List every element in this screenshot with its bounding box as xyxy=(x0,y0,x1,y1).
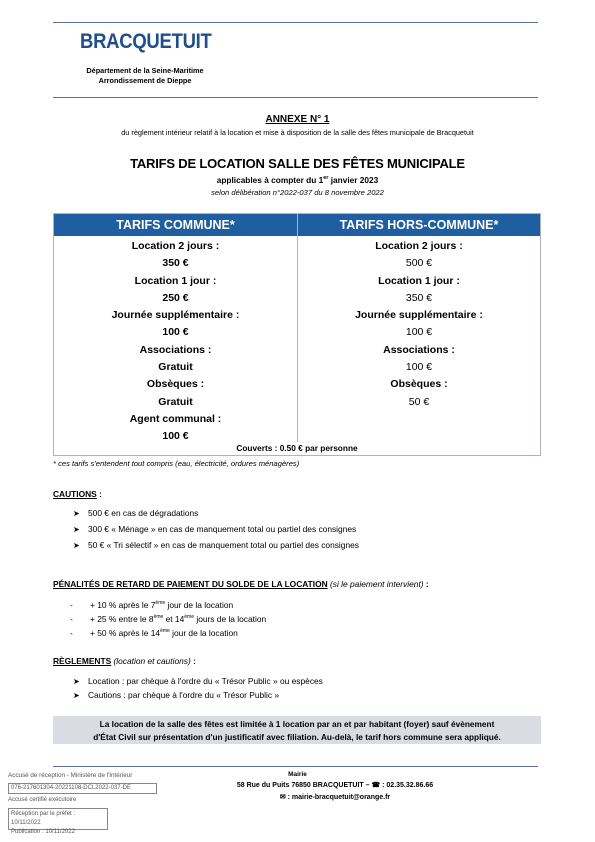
deliberation-ref: selon délibération n°2022-037 du 8 novembre 2022 xyxy=(211,188,384,197)
stamp-publication: Publication : 10/11/2022 xyxy=(11,829,75,835)
reglement-item: ➤ Location : par chèque à l'ordre du « Trésor Public » ou espèces xyxy=(73,676,323,686)
footer-rule xyxy=(53,766,538,767)
commune-header: TARIFS COMMUNE* xyxy=(54,214,297,236)
commune-line: Gratuit xyxy=(158,361,193,374)
reglements-heading: RÈGLEMENTS (location et cautions) : xyxy=(53,656,196,666)
hors-line: 500 € xyxy=(405,257,433,270)
hors-line: Obsèques : xyxy=(390,378,448,391)
hors-commune-column xyxy=(298,238,540,411)
stamp-reception: Réception par le préfet : 10/11/2022 xyxy=(11,811,76,826)
penalite-item: - + 50 % après le 14ème jour de la location xyxy=(70,628,238,638)
stamp-cert: Accusé certifié exécutoire xyxy=(8,797,77,803)
penalites-heading: PÉNALITÉS DE RETARD DE PAIEMENT DU SOLDE DE LA LOCATION (si le paiement intervient) : xyxy=(53,579,429,589)
hors-line: Location 1 jour : xyxy=(378,274,460,287)
hors-line: Location 2 jours : xyxy=(375,240,463,252)
commune-line: Gratuit xyxy=(158,395,193,408)
arrondissement-label: Arrondissement de Dieppe xyxy=(98,76,192,85)
caution-item: ➤ 50 € « Tri sélectif » en cas de manquement total ou partiel des consignes xyxy=(73,540,359,550)
limitation-notice xyxy=(53,716,541,744)
notice-line: La location de la salle des fêtes est limitée à 1 location par an et par habitant (foyer) sauf évènement xyxy=(99,719,495,729)
couverts-price: Couverts : 0.50 € par personne xyxy=(236,443,358,453)
org-title: BRACQUETUIT xyxy=(80,30,212,53)
commune-line: Location 2 jours : xyxy=(131,240,220,252)
arrow-bullet-icon: ➤ xyxy=(73,525,80,534)
arrow-bullet-icon: ➤ xyxy=(73,677,80,686)
applicable-date: applicables à compter du 1er janvier 2023 xyxy=(216,175,379,185)
commune-line: Journée supplémentaire : xyxy=(111,309,240,322)
penalite-item: - + 25 % entre le 8ème et 14ème jours de la location xyxy=(70,614,267,624)
notice-line: d'État Civil sur présentation d'un justificatif avec filiation. Au-delà, le tarif hors commune sera appliqué. xyxy=(93,731,501,742)
annexe-subtitle: du règlement intérieur relatif à la location et mise à disposition de la salle des fêtes municipale de Bracquetuit xyxy=(121,128,474,137)
annexe-title: ANNEXE N° 1 xyxy=(265,114,330,125)
stamp-title: Accusé de réception - Ministère de l'Intérieur xyxy=(8,772,133,779)
top-rule xyxy=(53,22,538,23)
hors-commune-header: TARIFS HORS-COMMUNE* xyxy=(298,214,540,236)
commune-line: 350 € xyxy=(162,257,189,270)
tarifs-footnote: * ces tarifs s'entendent tout compris (eau, électricité, ordures ménagères) xyxy=(53,459,300,468)
footer-address: 58 Rue du Puits 76850 BRACQUETUIT – ☎ : 02.35.32.86.66 xyxy=(236,782,434,789)
commune-line: Location 1 jour : xyxy=(134,274,217,287)
department-label: Département de la Seine-Maritime xyxy=(86,66,204,75)
hors-line: 350 € xyxy=(405,291,433,304)
footer-email: ✉ : mairie-bracquetuit@orange.fr xyxy=(279,794,391,801)
penalite-item: - + 10 % après le 7ème jour de la location xyxy=(70,600,234,610)
arrow-bullet-icon: ➤ xyxy=(73,541,80,550)
caution-item: ➤ 300 € « Ménage » en cas de manquement total ou partiel des consignes xyxy=(73,524,357,534)
hors-line: 50 € xyxy=(408,395,430,408)
hors-line: Journée supplémentaire : xyxy=(355,309,483,322)
hors-line: 100 € xyxy=(405,361,433,374)
commune-column xyxy=(54,238,297,446)
commune-line: Obsèques : xyxy=(146,378,205,391)
commune-line: 250 € xyxy=(162,291,189,304)
stamp-id: 076-217601304-20221108-DCL2022-037-DE xyxy=(8,783,157,794)
rate-table xyxy=(53,213,541,456)
commune-line: 100 € xyxy=(162,430,189,443)
header-rule xyxy=(53,97,538,98)
commune-line: 100 € xyxy=(162,326,189,339)
arrow-bullet-icon: ➤ xyxy=(73,691,80,700)
tarifs-title: TARIFS DE LOCATION SALLE DES FÊTES MUNICIPALE xyxy=(130,156,465,171)
reglement-item: ➤ Cautions : par chèque à l'ordre du « Trésor Public » xyxy=(73,690,280,700)
arrow-bullet-icon: ➤ xyxy=(73,509,80,518)
hors-line: Associations : xyxy=(383,343,455,356)
footer-mairie: Mairie xyxy=(288,771,307,778)
commune-line: Associations : xyxy=(139,343,212,356)
stamp-dates xyxy=(8,808,108,835)
commune-line: Agent communal : xyxy=(129,412,222,425)
hors-line: 100 € xyxy=(405,326,433,339)
cautions-heading: CAUTIONS : xyxy=(53,489,102,499)
caution-item: ➤ 500 € en cas de dégradations xyxy=(73,508,199,518)
